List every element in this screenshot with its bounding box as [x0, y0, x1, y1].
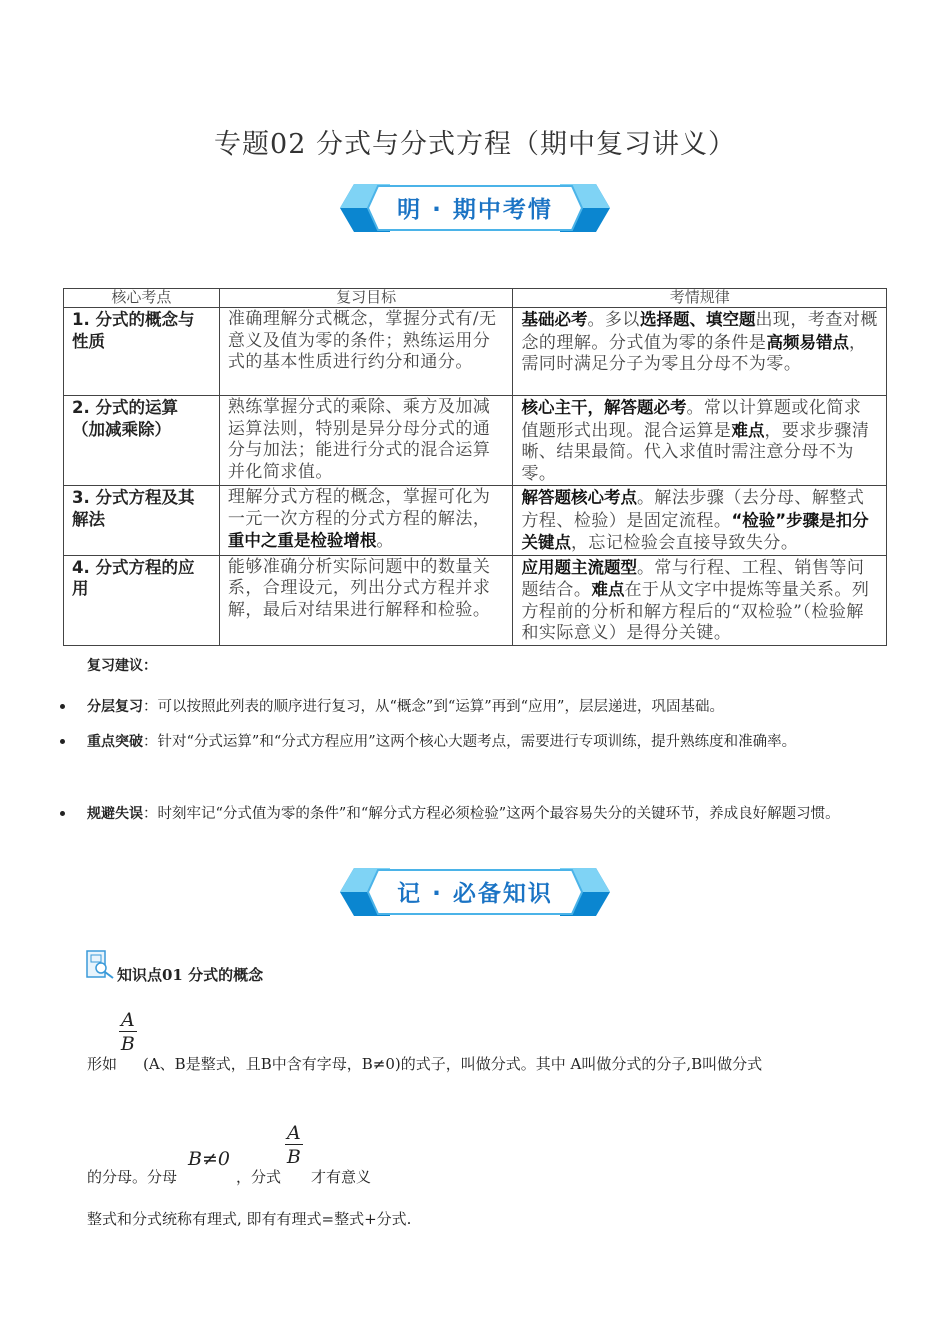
- cell-text: 出现，考查对概念的理解。分式值为零的条件是: [521, 310, 878, 353]
- bullet-icon: [60, 704, 65, 709]
- advice-label: 规避失误: [87, 806, 143, 822]
- condition-b-not-zero: B≠0: [188, 1148, 230, 1170]
- advice-text: ：时刻牢记“分式值为零的条件”和“解分式方程必须检验”这两个最容易失分的关键环节，养成良好解题习惯。: [143, 806, 840, 822]
- fraction-numerator: A: [121, 1009, 135, 1031]
- banner-title: 明 · 期中考情: [397, 197, 553, 223]
- exam-overview-table: [63, 288, 887, 646]
- goal-cell: [219, 486, 513, 556]
- cell-text: 。多以: [587, 310, 640, 330]
- cell-text: 在于从文字中提炼等量关系。列方程前的分析和解方程后的“双检验”（检验解和实际意义）是得分关键。: [521, 580, 870, 643]
- pattern-cell: [513, 555, 887, 645]
- goal-cell: [219, 308, 513, 396]
- pattern-cell: [513, 396, 887, 486]
- emphasis-text: 难点: [731, 420, 765, 440]
- definition-line1: (A、B是整式，且B中含有字母，B≠0)的式子，叫做分式。其中 A叫做分式的分子,B叫做分式: [143, 1055, 763, 1073]
- cell-text: 。常与行程、工程、销售等问题结合。: [521, 557, 865, 600]
- definition-line2-prefix: 的分母。分母: [87, 1168, 178, 1186]
- section-banner-knowledge: [340, 866, 610, 918]
- table-row: [64, 555, 887, 645]
- emphasis-text: 高频易错点: [766, 332, 849, 352]
- fraction-denominator: B: [286, 1146, 301, 1168]
- advice-text: ：针对“分式运算”和“分式方程应用”这两个核心大题考点，需要进行专项训练，提升熟练度和准确率。: [143, 734, 797, 750]
- pattern-cell: [513, 486, 887, 556]
- cell-text: 能够准确分析实际问题中的数量关系，合理设元，列出分式方程并求解，最后对结果进行解释和检验。: [227, 556, 491, 620]
- cell-text: 熟练掌握分式的乘除、乘方及加减运算法则，特别是异分母分式的通分与加法；能进行分式的混合运算并化简求值。: [227, 397, 491, 482]
- cell-text: 。解法步骤（去分母、解整式方程、检验）是固定流程。: [521, 488, 865, 531]
- emphasis-text: 难点: [591, 580, 625, 599]
- pattern-cell: [513, 308, 887, 396]
- goal-cell: [219, 396, 513, 486]
- fraction-denominator: B: [120, 1033, 135, 1055]
- column-header: 考情规律: [513, 289, 887, 308]
- definition-line2-suffix: 才有意义: [311, 1168, 372, 1186]
- advice-item: [87, 796, 877, 832]
- cell-text: 理解分式方程的概念，掌握可化为一元一次方程的分式方程的解法，: [227, 487, 491, 529]
- page-title: 专题02 分式与分式方程（期中复习讲义）: [214, 129, 736, 160]
- advice-heading: 复习建议：: [87, 658, 157, 674]
- cell-text: ，需同时满足分子为零且分母不为零。: [521, 332, 867, 374]
- advice-text: ：可以按照此列表的顺序进行复习，从“概念”到“运算”再到“应用”，层层递进，巩固基础。: [143, 699, 724, 715]
- emphasis-text: 核心主干，解答题必考: [521, 398, 687, 417]
- advice-label: 重点突破: [87, 734, 143, 750]
- emphasis-text: 解答题核心考点: [521, 488, 637, 507]
- topic-cell: 3. 分式方程及其解法: [64, 486, 220, 556]
- topic-cell: 1. 分式的概念与性质: [64, 308, 220, 396]
- cell-text: ，要求步骤清晰、结果最简。代入求值时需注意分母不为零。: [521, 420, 870, 484]
- table-row: [64, 308, 887, 396]
- fraction-a-over-b: [119, 1009, 137, 1056]
- advice-item: [87, 724, 877, 760]
- emphasis-text: 选择题、填空题: [639, 310, 756, 329]
- banner-title: 记 · 必备知识: [397, 881, 553, 907]
- goal-cell: [219, 555, 513, 645]
- emphasis-text: 应用题主流题型: [521, 557, 637, 577]
- knowledge-point-heading: 知识点01 分式的概念: [117, 966, 264, 984]
- fraction-numerator: A: [287, 1122, 301, 1144]
- emphasis-text: 重中之重是检验增根: [227, 531, 377, 550]
- bullet-icon: [60, 739, 65, 744]
- rational-expression-note: 整式和分式统称有理式, 即有有理式=整式+分式.: [87, 1210, 412, 1228]
- emphasis-text: “检验”步骤是扣分关键点: [521, 510, 869, 552]
- magnifier-document-icon: [86, 950, 118, 980]
- section-banner-exam: [340, 182, 610, 234]
- cell-text: 。: [376, 531, 394, 551]
- topic-cell: 4. 分式方程的应用: [64, 555, 220, 645]
- table-row: [64, 486, 887, 556]
- definition-line2-mid: ，分式: [236, 1168, 282, 1186]
- column-header: 复习目标: [219, 289, 513, 308]
- cell-text: 准确理解分式概念，掌握分式有/无意义及值为零的条件；熟练运用分式的基本性质进行约分和通分。: [227, 309, 497, 372]
- topic-cell: 2. 分式的运算（加减乘除）: [64, 396, 220, 486]
- definition-line1-prefix: 形如: [87, 1055, 118, 1073]
- cell-text: ，忘记检验会直接导致失分。: [570, 533, 799, 553]
- advice-item: [87, 689, 877, 725]
- cell-text: 。常以计算题或化简求值题形式出现。混合运算是: [521, 398, 862, 441]
- advice-label: 分层复习: [87, 699, 143, 715]
- emphasis-text: 基础必考: [521, 310, 588, 329]
- table-header-row: [64, 289, 887, 308]
- table-row: [64, 396, 887, 486]
- column-header: 核心考点: [64, 289, 220, 308]
- fraction-a-over-b: [285, 1122, 303, 1169]
- bullet-icon: [60, 811, 65, 816]
